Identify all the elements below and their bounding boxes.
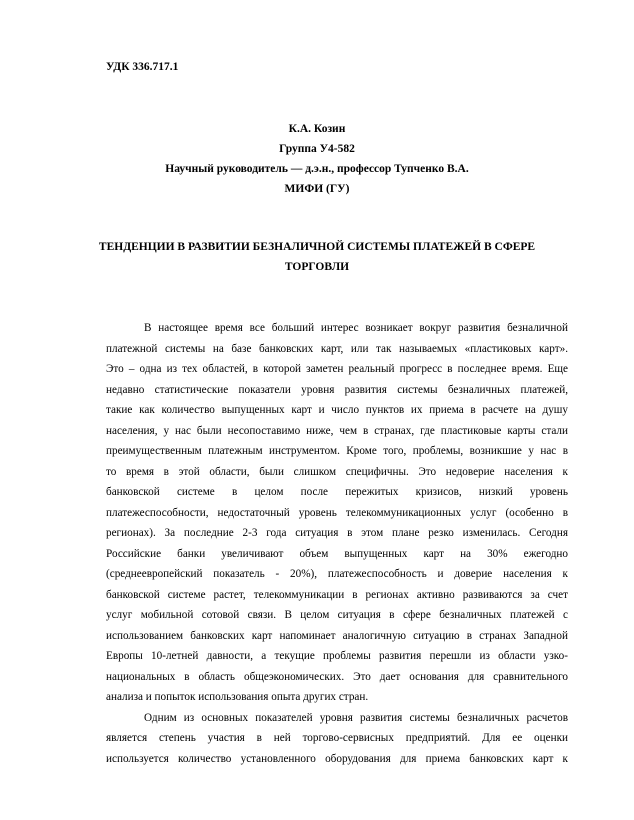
paragraph-line: национальных в область общеэкономических. Это дает основания для сравнительного [106, 670, 568, 683]
paragraph-line: В настоящее время все больший интерес возникает вокруг развития безналичной [144, 322, 568, 334]
paragraph-line: Это – одна из тех областей, в которой заметен реальный прогресс в последнее время. Еще [106, 363, 568, 375]
paragraph-line: то время в этой области, были слишком специфичны. Это недоверие населения к [106, 465, 568, 478]
paragraph-line: является степень участия в ней торгово-сервисных предприятий. Для ее оценки [106, 732, 568, 744]
paragraph-line: регионах). За последние 2-3 года ситуация в этом плане резко изменилась. Сегодня [106, 527, 568, 539]
scientific-advisor: Научный руководитель — д.э.н., профессор Тупченко В.А. [165, 163, 469, 175]
author-block [0, 119, 634, 199]
paragraph-line: платежеспособности, недостаточный уровень телекоммуникационных услуг (особенно в [106, 506, 568, 519]
institution: МИФИ (ГУ) [284, 183, 350, 195]
article-title [92, 237, 542, 277]
paragraph-line: банковской системе в целом после пережитых кризисов, низкий уровень [106, 486, 568, 498]
paragraph-line: (среднеевропейский показатель - 20%), платежеспособность и доверие населения к [106, 568, 568, 580]
paragraph-line: банковской системе растет, телекоммуникации в регионах активно развиваются за счет [106, 588, 568, 601]
paragraph-line: населения, у нас были несопоставимо ниже, чем в странах, где пластиковые карты стали [106, 424, 568, 437]
paragraph-line: анализа и попыток использования опыта других стран. [106, 691, 369, 703]
paragraph-line: использованием банковских карт напоминает аналогичную ситуацию в странах Западной [106, 629, 568, 642]
paragraph-line: платежной системы на базе банковских карт, или так называемых «пластиковых карт». [106, 342, 568, 355]
paragraph-line: услуг мобильной сотовой связи. В целом ситуация в сфере безналичных платежей с [106, 609, 568, 621]
paragraph-line: Одним из основных показателей уровня развития системы безналичных расчетов [144, 711, 568, 724]
title-line: ТОРГОВЛИ [284, 261, 350, 273]
paragraph-line: Европы 10-летней давности, а текущие проблемы развития перешли из области узко- [106, 650, 568, 662]
udk-code: УДК 336.717.1 [106, 61, 179, 73]
paragraph-line: Российские банки увеличивают объем выпущенных карт на 30% ежегодно [106, 547, 568, 560]
title-line: ТЕНДЕНЦИИ В РАЗВИТИИ БЕЗНАЛИЧНОЙ СИСТЕМЫ ПЛАТЕЖЕЙ В СФЕРЕ [98, 241, 536, 253]
body-text [106, 318, 568, 769]
paragraph-line: преимущественным платежным инструментом. Кроме того, проблемы, возникшие у нас в [106, 445, 568, 457]
paragraph-line: недавно статистические показатели уровня развития системы безналичных платежей, [106, 383, 568, 396]
author-name: К.А. Козин [288, 123, 346, 135]
paragraph-line: такие как количество выпущенных карт и число пунктов их приема в расчете на душу [106, 404, 568, 416]
author-group: Группа У4-582 [279, 143, 355, 155]
paragraph-line: используется количество установленного оборудования для приема банковских карт к [106, 752, 568, 765]
